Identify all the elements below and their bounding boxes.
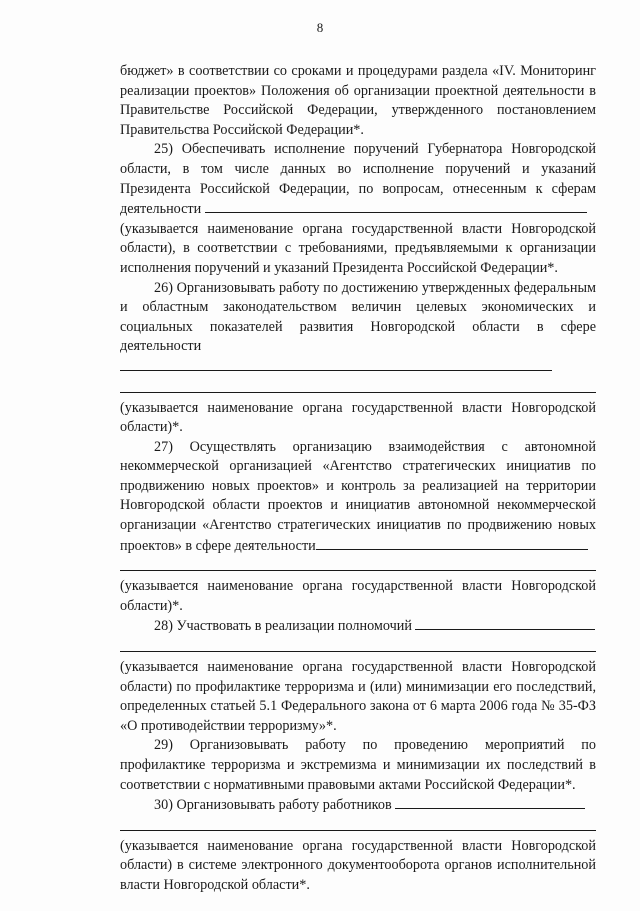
document-body (120, 62, 596, 896)
paragraph-continuation: бюджет» в соответствии со сроками и процедурами раздела «IV. Мониторинг реализации проектов» Положения об организации проектной деятельности в Правительстве Российской Федерации, утвержденного постановлением Правительства Российской Федерации*. (120, 63, 596, 138)
paragraph-28-continued: (указывается наименование органа государственной власти Новгородской области) по профилактике терроризма и (или) минимизации его последствий, определенных статьей 5.1 Федерального закона от 6 марта 2006 года № 35-ФЗ «О противодействии терроризму»*. (120, 659, 596, 734)
blank-line (415, 616, 595, 630)
paragraph-25-continued: (указывается наименование органа государственной власти Новгородской области), в соответствии с требованиями, предъявляемыми к организации исполнения поручений и указаний Президента Российской Федерации*. (120, 220, 596, 276)
paragraph-26 (120, 279, 596, 378)
paragraph-28 (120, 616, 596, 637)
blank-line (120, 357, 552, 371)
blank-line-full (120, 637, 596, 652)
blank-line-full (120, 816, 596, 831)
paragraph-27-text: 27) Осуществлять организацию взаимодействия с автономной некоммерческой организацией «Агентство стратегических инициатив по продвижению новых проектов» и контроль за реализацией на территории Новгородской области проектов и инициатив автономной некоммерческой организации «Агентство стратегических инициатив по продвижению новых проектов» в сфере деятельности (120, 438, 596, 554)
paragraph-27-continued: (указывается наименование органа государственной власти Новгородской области)*. (120, 578, 596, 614)
paragraph-30-continued: (указывается наименование органа государственной власти Новгородской области) в системе электронного документооборота органов исполнительной власти Новгородской области*. (120, 837, 596, 893)
blank-line (316, 536, 588, 550)
paragraph-27 (120, 438, 596, 557)
paragraph-25 (120, 140, 596, 219)
paragraph-30-text: 30) Организовывать работу работников (154, 797, 392, 814)
blank-line (205, 199, 587, 213)
paragraph-26-text: 26) Организовывать работу по достижению утвержденных федеральным и областным законодательством величин целевых экономических и социальных показателей развития Новгородской области в сфере деятельности (120, 279, 596, 355)
blank-line-full (120, 556, 596, 571)
paragraph-30 (120, 795, 596, 816)
page-number: 8 (316, 20, 324, 35)
blank-line-full (120, 378, 596, 393)
paragraph-26-continued: (указывается наименование органа государственной власти Новгородской области)*. (120, 399, 596, 436)
paragraph-28-text: 28) Участвовать в реализации полномочий (154, 618, 412, 635)
paragraph-25-text: 25) Обеспечивать исполнение поручений Губернатора Новгородской области, в том числе данных во исполнение поручений и указаний Президента Российской Федерации, по вопросам, отнесенным к сферам деятельности (120, 141, 596, 218)
paragraph-29: 29) Организовывать работу по проведению мероприятий по профилактике терроризма и экстремизма и минимизации их последствий в соответствии с нормативными правовыми актами Российской Федерации*. (120, 737, 596, 793)
blank-line (395, 795, 585, 809)
